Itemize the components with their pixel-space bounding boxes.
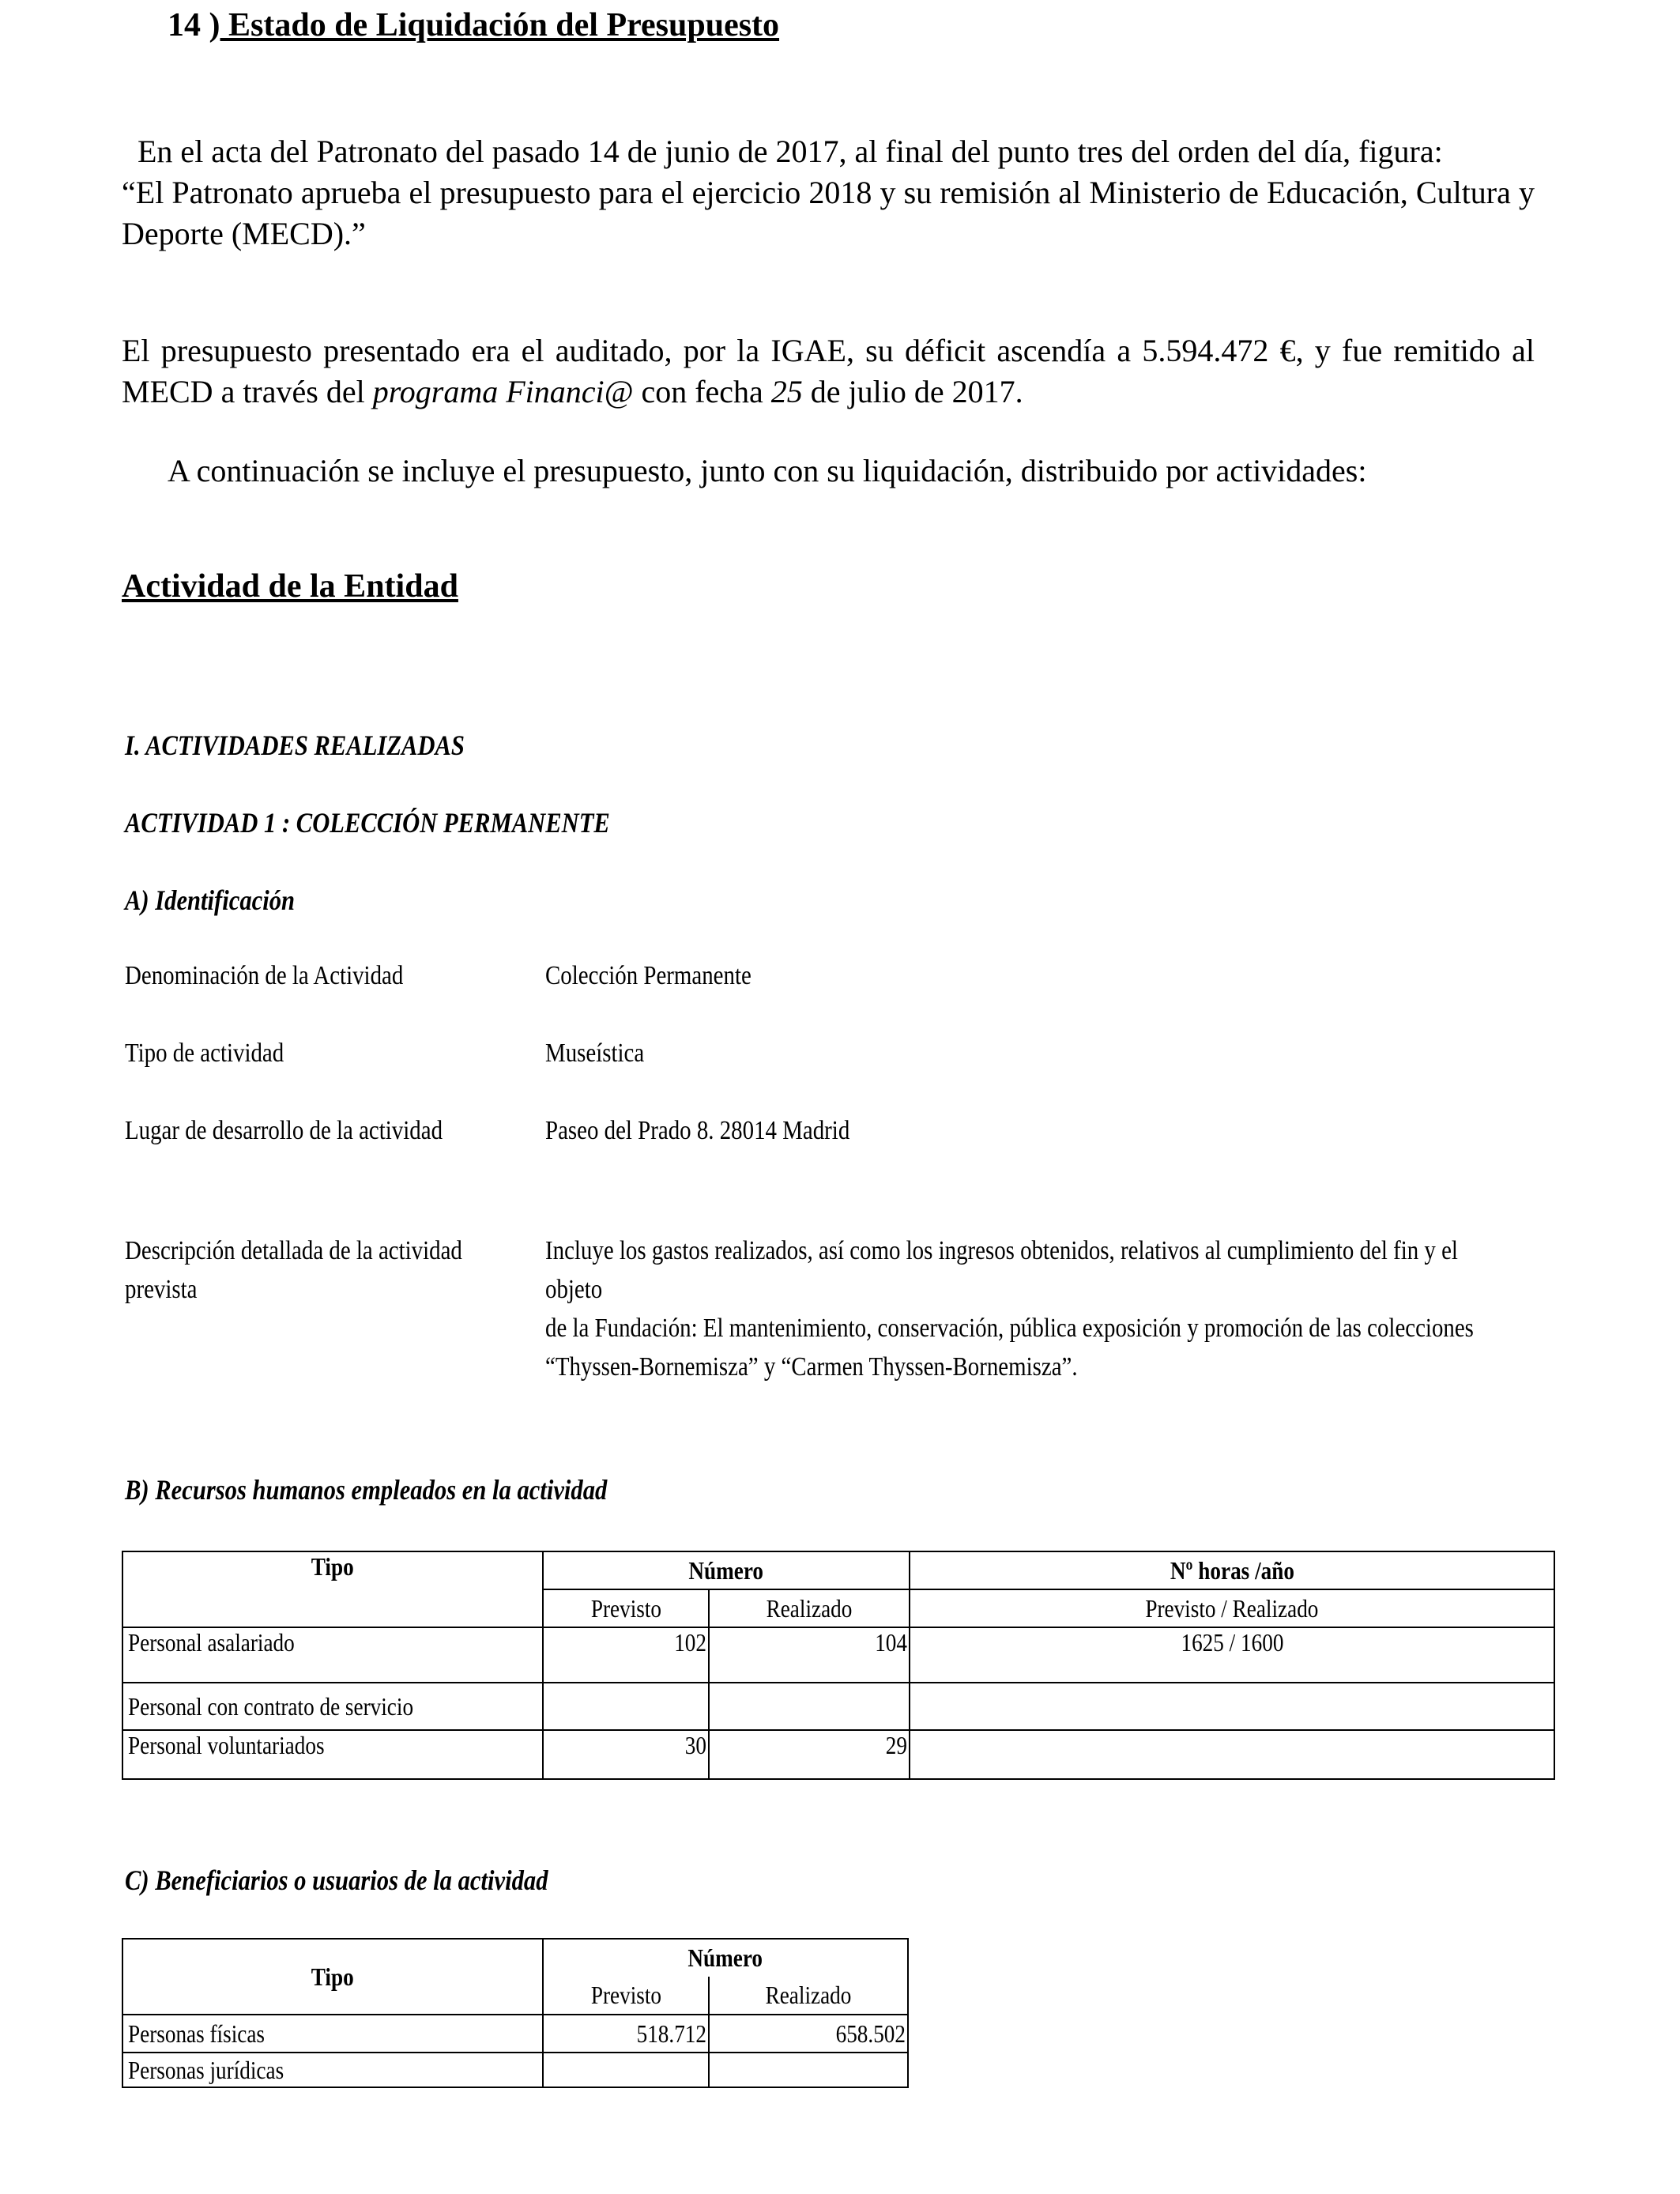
intro-p2-a: El presupuesto presentado era el auditado, por la IGAE, su déficit ascendía a 5.594.472 €, y fue remitido al MECD a través del xyxy=(122,333,1535,409)
row-tipo: Personal voluntariados xyxy=(122,1730,543,1779)
intro-paragraph-2 xyxy=(122,330,1535,413)
intro-p2-italic2: 25 xyxy=(770,374,803,409)
subsection-recursos: B) Recursos humanos empleados en la actividad xyxy=(125,1474,608,1506)
subsection-identificacion: A) Identificación xyxy=(125,884,296,916)
subsection-actividad1: ACTIVIDAD 1 : COLECCIÓN PERMANENTE xyxy=(125,807,610,839)
table-row xyxy=(122,1730,1554,1779)
header-previsto: Previsto xyxy=(543,1589,709,1627)
intro-paragraph-3 xyxy=(168,450,1535,492)
row-realizado: 658.502 xyxy=(709,2015,908,2053)
header-tipo: Tipo xyxy=(122,1939,543,2015)
lugar-value: Paseo del Prado 8. 28014 Madrid xyxy=(545,1116,850,1145)
row-previsto: 102 xyxy=(543,1627,709,1683)
row-tipo: Personas físicas xyxy=(122,2015,543,2053)
header-horas: Nº horas /año xyxy=(910,1551,1554,1589)
row-previsto: 30 xyxy=(543,1730,709,1779)
header-numero: Número xyxy=(543,1939,908,1977)
table-row xyxy=(122,2053,908,2087)
header-previsto-realizado: Previsto / Realizado xyxy=(910,1589,1554,1627)
row-previsto: 518.712 xyxy=(543,2015,709,2053)
tipo-label: Tipo de actividad xyxy=(125,1039,284,1068)
row-realizado: 104 xyxy=(709,1627,910,1683)
denominacion-value: Colección Permanente xyxy=(545,961,751,990)
row-horas: 1625 / 1600 xyxy=(910,1627,1554,1683)
section-title: Actividad de la Entidad xyxy=(122,568,458,605)
header-realizado: Realizado xyxy=(709,1977,908,2015)
intro-p2-c: de julio de 2017. xyxy=(802,374,1023,409)
header-tipo: Tipo xyxy=(122,1551,543,1627)
intro-p1-quote: “El Patronato aprueba el presupuesto para el ejercicio 2018 y su remisión al Ministerio de Educación, Cultura y Deporte (MECD).” xyxy=(122,175,1535,251)
heading-number: 14 ) xyxy=(168,7,220,43)
beneficiarios-table xyxy=(122,1938,909,2088)
tipo-value: Museística xyxy=(545,1039,645,1068)
header-previsto: Previsto xyxy=(543,1977,709,2015)
descripcion-label: Descripción detallada de la actividad prevista xyxy=(125,1236,462,1304)
intro-p1-line: En el acta del Patronato del pasado 14 de junio de 2017, al final del punto tres del orden del día, figura: xyxy=(137,134,1443,169)
row-previsto xyxy=(543,2053,709,2087)
descripcion-value: Incluye los gastos realizados, así como los ingresos obtenidos, relativos al cumplimiento del fin y el objeto de la Fundación: El mantenimiento, conservación, pública exposición y promoción de las colecciones “Thyssen-Bornemisza” y “Carmen Thyssen-Bornemisza”. xyxy=(545,1236,1474,1382)
header-numero: Número xyxy=(543,1551,910,1589)
denominacion-label: Denominación de la Actividad xyxy=(125,961,404,990)
subsection-beneficiarios: C) Beneficiarios o usuarios de la actividad xyxy=(125,1864,548,1896)
row-realizado xyxy=(709,1683,910,1730)
row-tipo: Personal con contrato de servicio xyxy=(122,1683,543,1730)
lugar-label: Lugar de desarrollo de la actividad xyxy=(125,1116,443,1145)
beneficiarios-header-row xyxy=(122,1939,908,1977)
row-tipo: Personal asalariado xyxy=(122,1627,543,1683)
subsection-realizadas: I. ACTIVIDADES REALIZADAS xyxy=(125,729,465,761)
intro-p2-italic1: programa Financi@ xyxy=(372,374,634,409)
row-realizado xyxy=(709,2053,908,2087)
table-row xyxy=(122,1627,1554,1683)
heading-title: Estado de Liquidación del Presupuesto xyxy=(220,7,780,43)
recursos-header-row xyxy=(122,1551,1554,1589)
header-realizado: Realizado xyxy=(709,1589,910,1627)
page-heading xyxy=(168,6,779,44)
intro-p2-b: con fecha xyxy=(633,374,771,409)
row-horas xyxy=(910,1683,1554,1730)
intro-paragraph-1 xyxy=(122,131,1535,254)
recursos-table xyxy=(122,1551,1555,1780)
intro-p3: A continuación se incluye el presupuesto, junto con su liquidación, distribuido por actividades: xyxy=(168,453,1367,488)
table-row xyxy=(122,2015,908,2053)
row-realizado: 29 xyxy=(709,1730,910,1779)
row-previsto xyxy=(543,1683,709,1730)
row-tipo: Personas jurídicas xyxy=(122,2053,543,2087)
table-row xyxy=(122,1683,1554,1730)
row-horas xyxy=(910,1730,1554,1779)
